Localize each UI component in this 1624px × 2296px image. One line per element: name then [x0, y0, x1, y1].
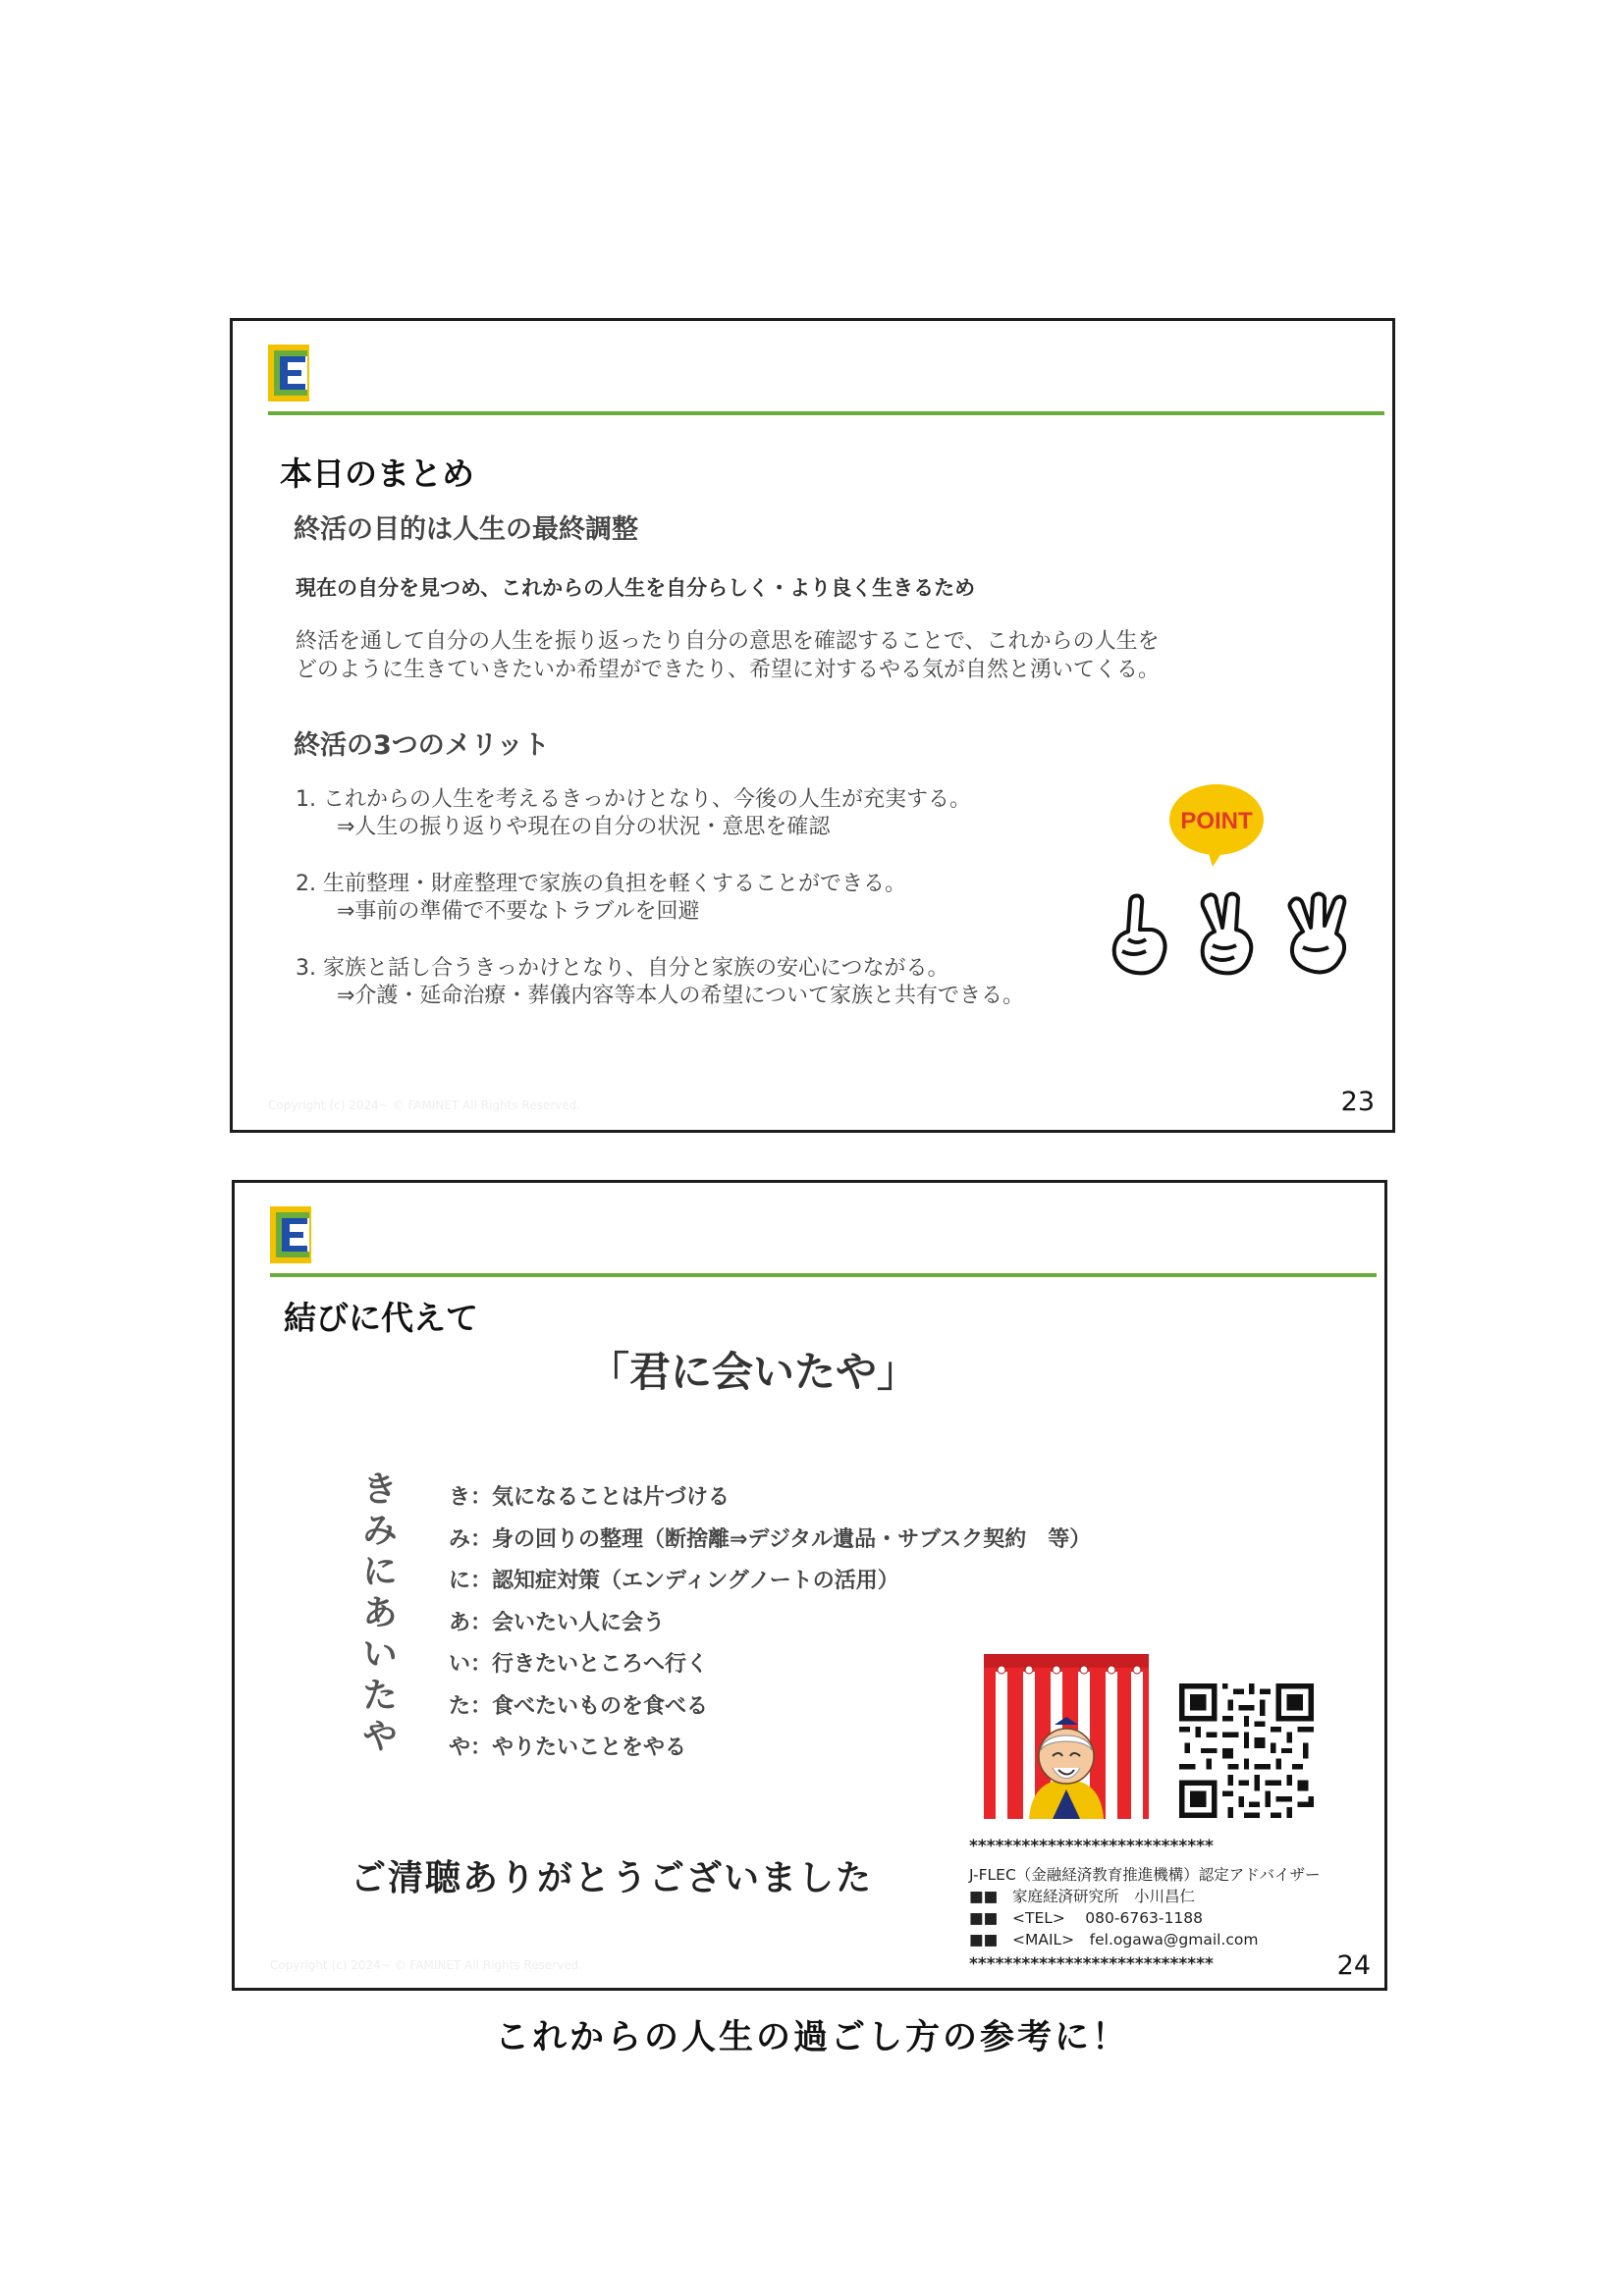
slide-24 — [232, 1180, 1387, 1991]
merit-main: 1. これからの人生を考えるきっかけとなり、今後の人生が充実する。 — [296, 787, 971, 812]
purpose-body-line: 終活を通して自分の人生を振り返ったり自分の意思を確認することで、これからの人生を — [296, 629, 1160, 654]
slide-quote: 「君に会いたや」 — [588, 1348, 919, 1396]
copyright: Copyright (c) 2024~ © FAMINET All Rights Reserved. — [268, 1098, 581, 1112]
contact-mail: <MAIL> fel.ogawa@gmail.com — [1012, 1931, 1259, 1949]
purpose-body-line: どのように生きていきたいか希望ができたり、希望に対するやる気が自然と湧いてくる。 — [296, 658, 1161, 682]
acrostic-letter: き — [362, 1470, 398, 1510]
acrostic-line: や：やりたいことをやる — [449, 1735, 687, 1760]
merit-sub: ⇒事前の準備で不要なトラブルを回避 — [337, 899, 700, 924]
header-divider — [270, 1273, 1377, 1277]
merit-sub: ⇒人生の振り返りや現在の自分の状況・意思を確認 — [337, 815, 831, 839]
acrostic-letter: み — [362, 1512, 398, 1551]
acrostic-letter: た — [362, 1677, 398, 1716]
merit-main: 2. 生前整理・財産整理で家族の負担を軽くすることができる。 — [296, 872, 906, 896]
company-logo-icon — [268, 345, 309, 401]
contact-marker: ■■ — [969, 1931, 999, 1949]
stars-bottom: **************************** — [969, 1954, 1214, 1974]
contact-block — [969, 1864, 1320, 1950]
merit-item — [296, 871, 906, 926]
section-heading-purpose: 終活の目的は人生の最終調整 — [294, 514, 638, 545]
header-divider — [268, 411, 1384, 415]
qr-code-icon — [1179, 1683, 1314, 1818]
acrostic-line: に：認知症対策（エンディングノートの活用） — [449, 1569, 899, 1593]
acrostic-letter: い — [362, 1635, 398, 1675]
acrostic-line: た：食べたいものを食べる — [449, 1693, 709, 1719]
contact-line-org — [969, 1886, 1320, 1907]
closing-message: ご清聴ありがとうございました — [351, 1858, 874, 1898]
hand-three-fingers-icon — [1283, 890, 1352, 979]
hand-two-fingers-icon — [1193, 890, 1262, 979]
merit-sub: ⇒介護・延命治療・葬儀内容等本人の希望について家族と共有できる。 — [337, 984, 1024, 1008]
kohaku-curtain-character-icon — [984, 1654, 1149, 1819]
contact-line-certification: J-FLEC（金融経済教育推進機構）認定アドバイザー — [969, 1866, 1321, 1884]
slide-23 — [230, 318, 1395, 1133]
contact-org: 家庭経済研究所 小川昌仁 — [1012, 1888, 1196, 1905]
merit-item — [296, 786, 971, 841]
contact-line-tel — [969, 1907, 1320, 1929]
acrostic-letter: あ — [362, 1594, 398, 1633]
acrostic-line: み：身の回りの整理（断捨離⇒デジタル遺品・サブスク契約 等） — [449, 1526, 1092, 1552]
page-number: 24 — [1336, 1950, 1371, 1981]
purpose-statement: 現在の自分を見つめ、これからの人生を自分らしく・より良く生きるため — [296, 576, 976, 600]
page-number: 23 — [1340, 1087, 1375, 1117]
acrostic-line: あ：会いたい人に会う — [449, 1610, 666, 1635]
purpose-body — [296, 627, 1160, 684]
point-label: POINT — [1180, 808, 1253, 834]
contact-marker: ■■ — [969, 1888, 999, 1905]
acrostic-letter: に — [362, 1553, 398, 1592]
point-bubble-icon — [1167, 782, 1266, 867]
copyright: Copyright (c) 2024~ © FAMINET All Rights Reserved. — [270, 1958, 583, 1972]
contact-marker: ■■ — [969, 1909, 999, 1927]
company-logo-icon — [270, 1206, 311, 1263]
merit-item — [296, 955, 1024, 1010]
page-caption: これからの人生の過ごし方の参考に！ — [494, 2018, 1129, 2057]
merit-main: 3. 家族と話し合うきっかけとなり、自分と家族の安心につながる。 — [296, 956, 949, 981]
acrostic-column — [360, 1469, 400, 1758]
stars-top: **************************** — [969, 1837, 1214, 1856]
slide-title: 本日のまとめ — [280, 454, 474, 493]
section-heading-merits: 終活の3つのメリット — [294, 730, 550, 761]
acrostic-letter: や — [362, 1718, 398, 1757]
slide-title: 結びに代えて — [284, 1299, 478, 1337]
hand-one-finger-icon — [1107, 890, 1171, 979]
acrostic-line: き：気になることは片づける — [449, 1485, 731, 1510]
acrostic-line: い：行きたいところへ行く — [449, 1652, 709, 1677]
contact-tel: <TEL> 080-6763-1188 — [1012, 1909, 1203, 1927]
contact-line-mail — [969, 1929, 1320, 1950]
